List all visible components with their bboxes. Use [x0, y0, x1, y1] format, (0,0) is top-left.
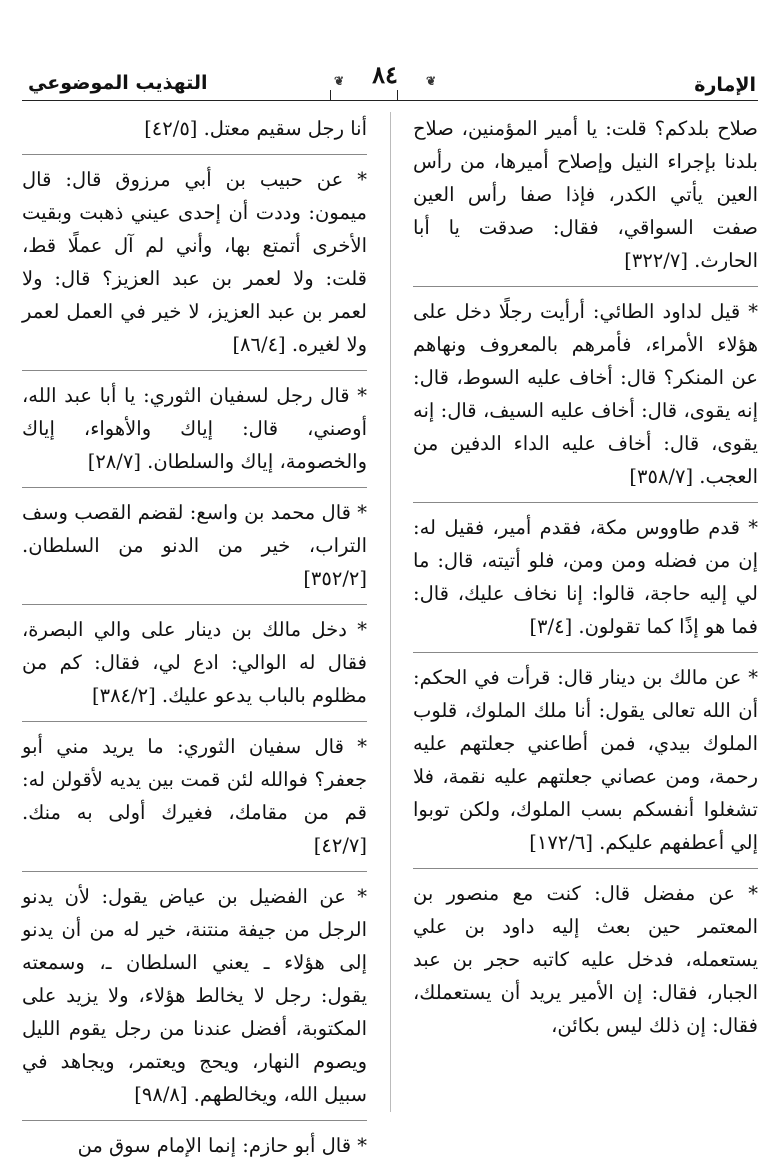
paragraph: * قيل لداود الطائي: أرأيت رجلًا دخل على هؤلاء الأمراء، فأمرهم بالمعروف ونهاهم عن المنكر؟ قال: أخاف عليه السوط، قال: إنه يقوى، قال: أخاف عليه السيف، قال: إنه يقوى، قال: أخاف عليه الداء الدفين من العجب. [٣٥٨/٧] — [413, 286, 758, 493]
book-title: التهذيب الموضوعي — [28, 72, 208, 94]
paragraph: * قال سفيان الثوري: ما يريد مني أبو جعفر؟ فوالله لئن قمت بين يديه لأقولن له: قم من مقامك، فغيرك أولى به منك. [٤٢/٧] — [22, 721, 367, 862]
chapter-title: الإمارة — [694, 74, 756, 96]
paragraph: * عن مالك بن دينار قال: قرأت في الحكم: أن الله تعالى يقول: أنا ملك الملوك، قلوب الملوك بيدي، فمن أطاعني جعلتهم عليه رحمة، ومن عصاني جعلتهم عليه نقمة، فلا تشغلوا أنفسكم بسب الملوك، ولكن توبوا إلي أعطفهم عليكم. [١٧٢/٦] — [413, 652, 758, 859]
column-divider — [390, 112, 391, 1112]
paragraph: * قال رجل لسفيان الثوري: يا أبا عبد الله، أوصني، قال: إياك والأهواء، إياك والخصومة، إياك والسلطان. [٢٨/٧] — [22, 370, 367, 478]
ornament-icon: ❦ — [334, 74, 345, 88]
page-number — [330, 58, 440, 94]
paragraph: * دخل مالك بن دينار على والي البصرة، فقال له الوالي: ادع لي، فقال: كم من مظلوم بالباب يدعو عليك. [٣٨٤/٢] — [22, 604, 367, 712]
paragraph: * قال محمد بن واسع: لقضم القصب وسف التراب، خير من الدنو من السلطان. [٣٥٢/٢] — [22, 487, 367, 595]
paragraph: * عن حبيب بن أبي مرزوق قال: قال ميمون: وددت أن إحدى عيني ذهبت وبقيت الأخرى أتمتع بها، وأني لم آل عملًا قط، قلت: ولا لعمر بن عبد العزيز؟ قال: ولا لعمر بن عبد العزيز، لا خير في العمل لعمر ولا لغيره. [٨٦/٤] — [22, 154, 367, 361]
paragraph: * قدم طاووس مكة، فقدم أمير، فقيل له: إن من فضله ومن ومن، فلو أتيته، قال: ما لي إليه حاجة، قالوا: إنا نخاف عليك، قال: فما هو إذًا كما تقولون. [٣/٤] — [413, 502, 758, 643]
page-number-frame — [330, 90, 398, 100]
paragraph: صلاح بلدكم؟ قلت: يا أمير المؤمنين، صلاح بلدنا بإجراء النيل وإصلاح أميرها، من رأس العين يأتي الكدر، فإذا صفا رأس العين صفت السواقي، فقال: صدقت يا أبا الحارث. [٣٢٢/٧] — [413, 117, 758, 272]
right-column — [413, 112, 758, 1051]
header-rule — [22, 100, 758, 101]
ornament-icon: ❦ — [425, 74, 436, 88]
left-column — [22, 112, 367, 1171]
paragraph: * عن مفضل قال: كنت مع منصور بن المعتمر حين بعث إليه داود بن علي يستعمله، فدخل عليه كاتبه حجر بن عبد الجبار، فقال: إن الأمير يريد أن يستعملك، فقال: إن ذلك ليس بكائن، — [413, 868, 758, 1042]
paragraph: * قال أبو حازم: إنما الإمام سوق من — [22, 1120, 367, 1162]
paragraph: أنا رجل سقيم معتل. [٤٢/٥] — [144, 117, 367, 140]
paragraph: * عن الفضيل بن عياض يقول: لأن يدنو الرجل من جيفة منتنة، خير له من أن يدنو إلى هؤلاء ـ يعني السلطان ـ، وسمعته يقول: رجل لا يخالط هؤلاء، ولا يزيد على المكتوبة، أفضل عندنا من رجل يقوم الليل ويصوم النهار، ويحج ويعتمر، ويجاهد في سبيل الله، ويخالطهم. [٩٨/٨] — [22, 871, 367, 1111]
page-number-text: ٨٤ — [372, 60, 398, 89]
